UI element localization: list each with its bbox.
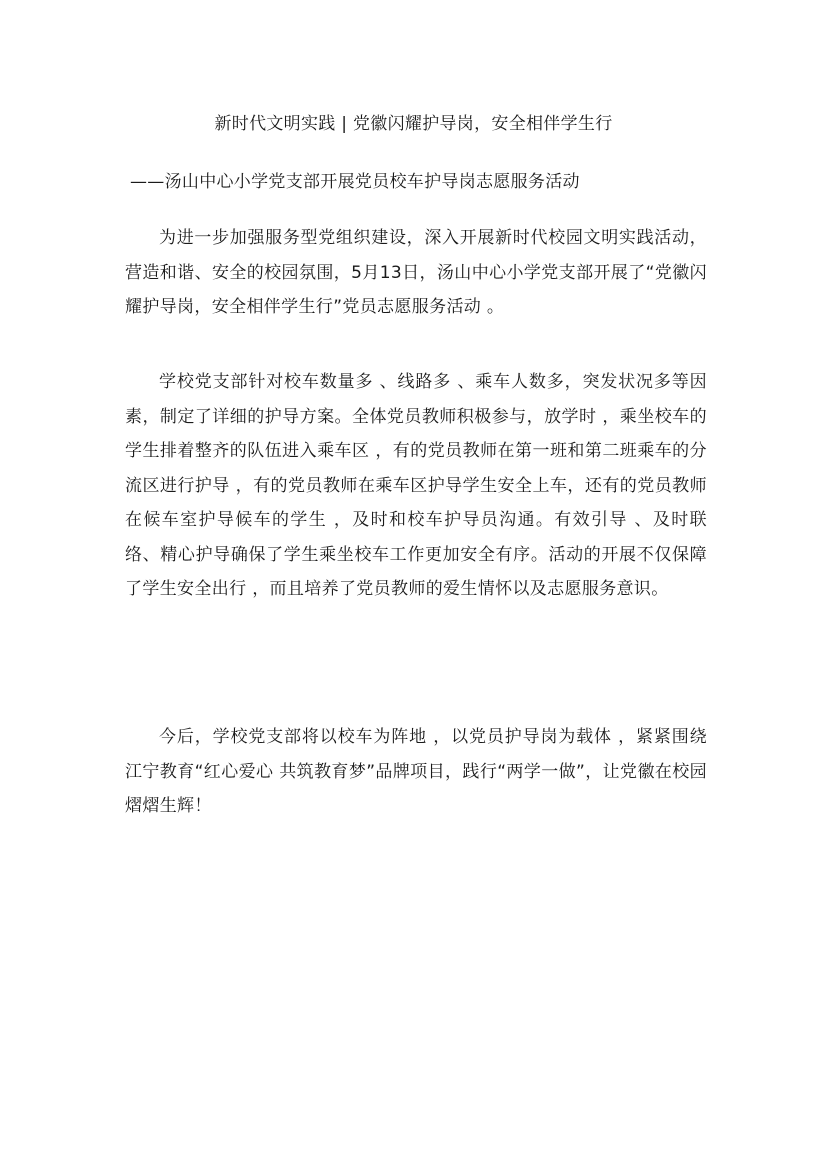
document-subtitle: ——汤山中心小学党支部开展党员校车护导岗志愿服务活动: [130, 172, 580, 192]
paragraph-outlook: 今后，学校党支部将以校车为阵地 ，以党员护导岗为载体 ，紧紧围绕江宁教育“红心爱心 共筑教育梦”品牌项目，践行“两学一做”，让党徽在校园熠熠生辉！: [125, 727, 707, 816]
document-title: 新时代文明实践 | 党徽闪耀护导岗，安全相伴学生行: [214, 114, 613, 134]
paragraph-intro: 为进一步加强服务型党组织建设，深入开展新时代校园文明实践活动，营造和谐、安全的校园氛围，5月13日，汤山中心小学党支部开展了“党徽闪耀护导岗，安全相伴学生行”党员志愿服务活动 。: [125, 228, 707, 317]
paragraph-activity: 学校党支部针对校车数量多 、线路多 、乘车人数多，突发状况多等因素，制定了详细的护导方案。全体党员教师积极参与，放学时 ，乘坐校车的学生排着整齐的队伍进入乘车区 ，有的党员教师在第一班和第二班乘车的分流区进行护导 ，有的党员教师在乘车区护导学生安全上车，还有的党员教师在候车室护导候车的学生 ，及时和校车护导员沟通。有效引导 、及时联络、精心护导确保了学生乘坐校车工作更加安全有序。活动的开展不仅保障了学生安全出行 ，而且培养了党员教师的爱生情怀以及志愿服务意识。: [125, 372, 707, 599]
